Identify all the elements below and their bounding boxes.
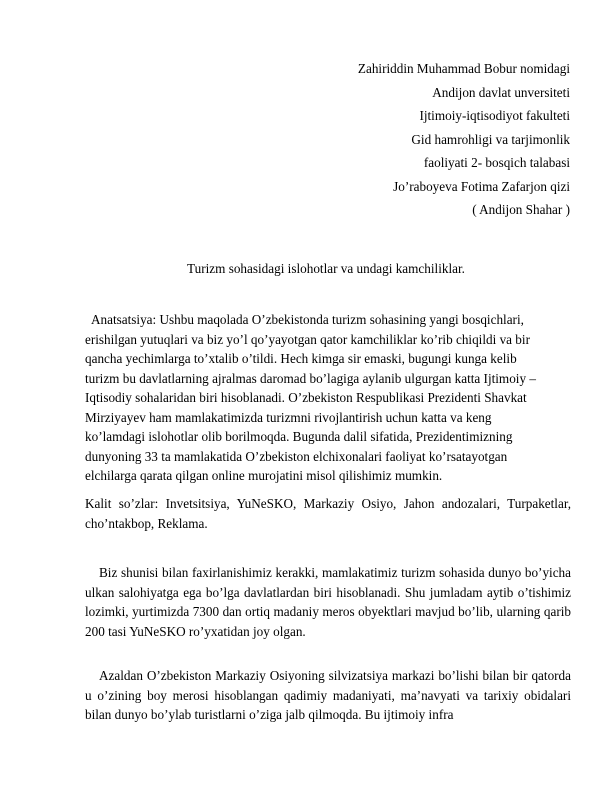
abstract-line-text: Anatsatsiya: Ushbu maqolada O’zbekistonda turizm sohasining yangi bosqichlari, [91,312,524,327]
abstract-line: Iqtisodiy sohalaridan biri hisoblanadi. O’zbekiston Respublikasi Prezidenti Shavkat [85,390,527,405]
author-block [270,57,570,222]
body-paragraph-1 [85,563,571,641]
abstract-line: elchilarga qarata qilgan online murojatini misol qilishimiz mumkin. [85,468,443,483]
author-line-specialty: Gid hamrohligi va tarjimonlik [411,131,570,147]
author-line-student-year: faoliyati 2- bosqich talabasi [423,155,570,170]
article-title: Turizm sohasidagi islohotlar va undagi kamchiliklar. [187,261,465,276]
keywords-paragraph: Kalit so’zlar: Invetsitsiya, YuNeSKO, Markaziy Osiyo, Jahon andozalari, Turpaketlar, cho’ntakbop, Reklama. [85,496,571,531]
body-paragraph-2 [85,666,571,725]
abstract-paragraph [85,310,571,486]
author-line-name: Jo’raboyeva Fotima Zafarjon qizi [393,178,570,194]
abstract-line [85,310,571,330]
author-line-university: Andijon davlat unversiteti [432,84,570,100]
author-line-university-name: Zahiriddin Muhammad Bobur nomidagi [357,61,570,76]
abstract-line: Mirziyayev ham mamlakatimizda turizmni rivojlantirish uchun katta va keng [85,409,492,425]
author-line-faculty: Ijtimoiy-iqtisodiyot fakulteti [419,108,570,123]
abstract-line: qancha yechimlarga to’xtalib o’tildi. Hech kimga sir emaski, bugungi kunga kelib [85,351,517,366]
abstract-line: erishilgan yutuqlari va biz yo’l qo’yayotgan qator kamchiliklar ko’rib chiqildi va bir [85,331,530,347]
body-paragraph-1-text: Biz shunisi bilan faxirlanishimiz kerakki, mamlakatimiz turizm sohasida dunyo bo’yicha ulkan salohiyatga ega bo’lga davlatlardan biri hisoblanadi. Shu jumladam aytib o’tishimiz lozimki, yurtimizda 7300 dan ortiq madaniy meros obyektlari mavjud bo’lib, ularning qarib 200 tasi YuNeSKO ro’yxatidan joy olgan. [85,565,571,639]
abstract-line: turizm bu davlatlarning ajralmas daromad bo’lagiga aylanib ulgurgan katta Ijtimoiy – [85,370,536,386]
abstract-line: dunyoning 33 ta mamlakatida O’zbekiston elchixonalari faoliyat ko’rsatayotgan [85,448,508,464]
abstract-line: ko’lamdagi islohotlar olib borilmoqda. Bugunda dalil sifatida, Prezidentimizning [85,429,513,444]
author-line-city: ( Andijon Shahar ) [472,202,570,217]
body-paragraph-2-text: Azaldan O’zbekiston Markaziy Osiyoning silvizatsiya markazi bo’lishi bilan bir qatorda u o’zining boy merosi hisoblangan qadimiy madaniyati, ma’navyati va tarixiy obidalari bilan dunyo bo’ylab turistlarni o’ziga jalb qilmoqda. Bu ijtimoiy infra [85,668,571,722]
